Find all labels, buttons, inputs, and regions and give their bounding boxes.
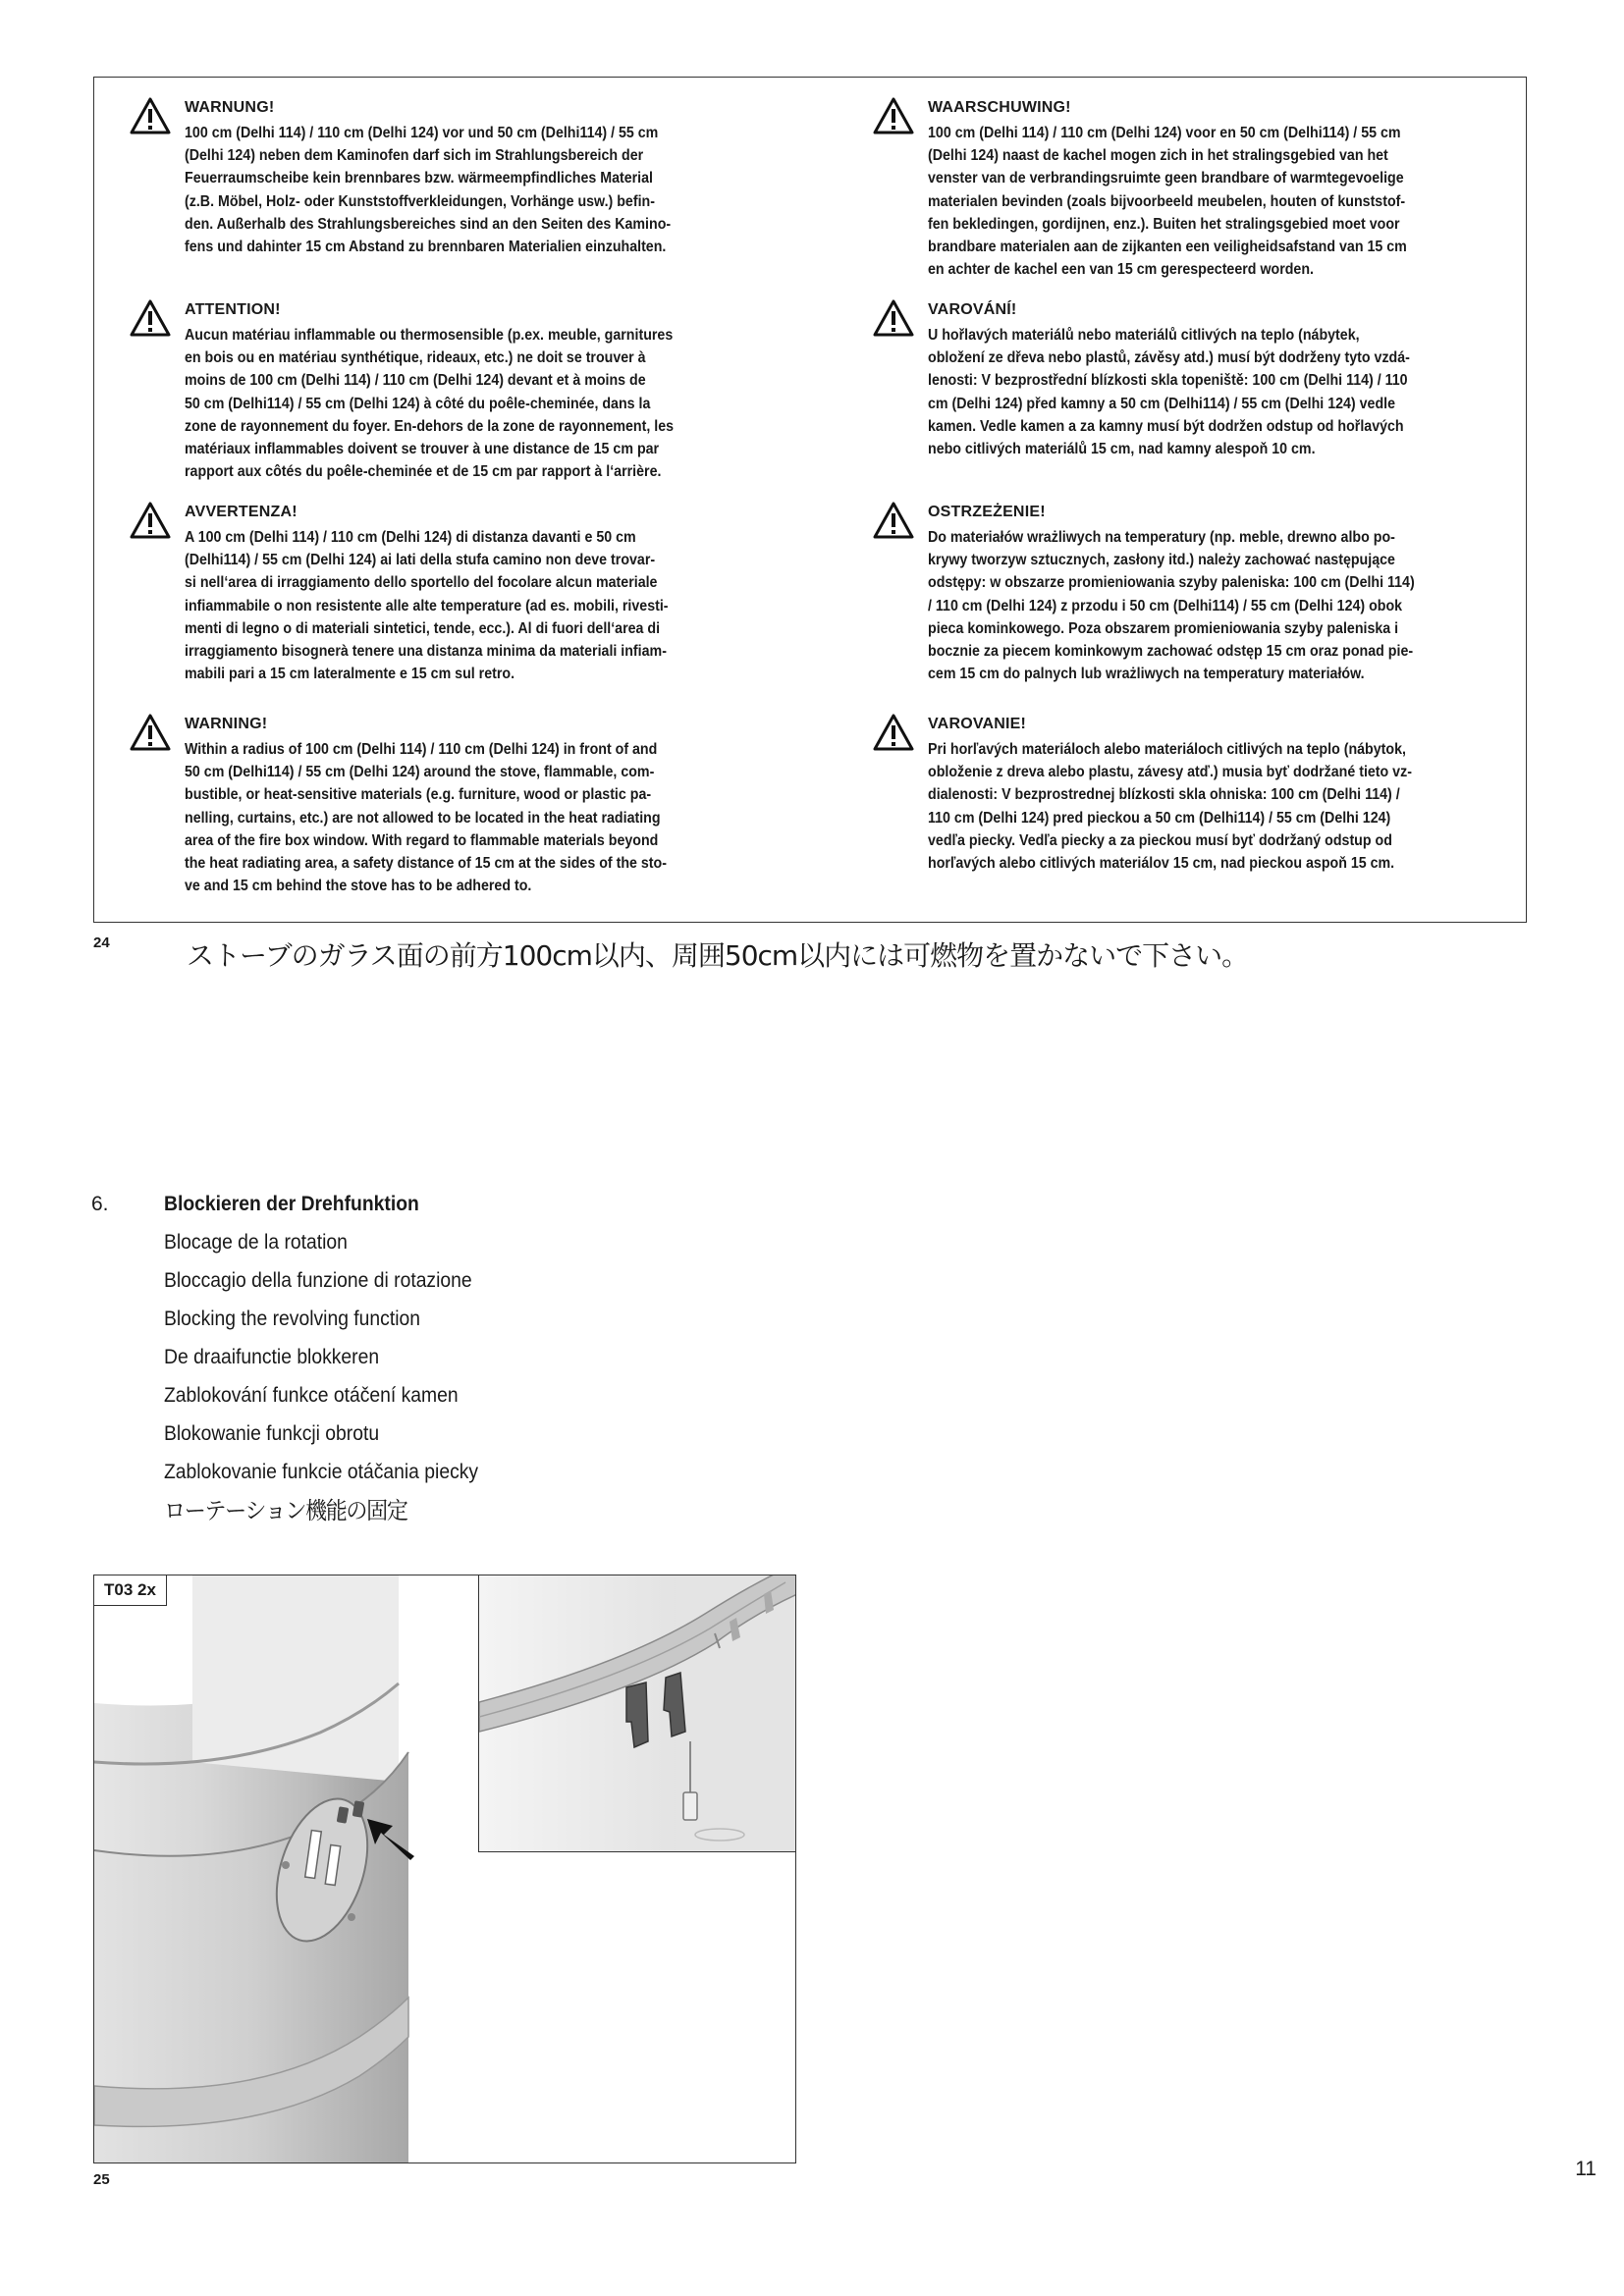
warning-triangle-icon [873,714,914,751]
warning-title: AVVERTENZA! [185,504,298,520]
warning-title: VAROVÁNÍ! [928,301,1017,318]
warning-triangle-icon [130,299,171,337]
warning-box [93,77,1527,923]
warning-title: ATTENTION! [185,301,281,318]
figure-box [93,1575,796,2163]
figure-label: T03 2x [94,1575,167,1606]
warning-text: A 100 cm (Delhi 114) / 110 cm (Delhi 124) di distanza davanti e 50 cm (Delhi114) / 55 cm (Delhi 124) ai lati della stufa camino non deve trovar- si nell‘area di irraggiamento dello sportello del focolare alcun materiale infiammabile o non resistente alle alte temperature (ad es. mobili, rivesti- menti di legno o di materiali sintetici, tende, ecc.). Al di fuori dell‘area di irraggiamento bisognerà tenere una distanza minima da materiali infiam- mabili pari a 15 cm lateralmente e 15 cm sul retro. [185,529,669,683]
warning-text: Aucun matériau inflammable ou thermosensible (p.ex. meuble, garnitures en bois ou en matériau synthétique, rideaux, etc.) ne doit se trouver à moins de 100 cm (Delhi 114) / 110 cm (Delhi 124) devant et à moins de 50 cm (Delhi114) / 55 cm (Delhi 124) à côté du poêle-cheminée, dans la zone de rayonnement du foyer. En-dehors de la zone de rayonnement, les matériaux inflammables doivent se trouver à une distance de 15 cm par rapport aux côtés du poêle-cheminée et de 15 cm par rapport à l‘arrière. [185,327,675,481]
warning-title: OSTRZEŻENIE! [928,504,1046,520]
section-number: 6. [91,1193,109,1215]
section-heading: De draaifunctie blokkeren [164,1346,380,1368]
warning-triangle-icon [130,714,171,751]
figure-number: 25 [93,2171,110,2188]
warning-title: WARNING! [185,716,268,732]
warning-title: WARNUNG! [185,99,275,116]
section-heading: Blocking the revolving function [164,1308,420,1330]
section-heading: Zablokování funkce otáčení kamen [164,1384,459,1407]
detail-illustration [479,1575,796,1851]
warning-triangle-icon [873,97,914,134]
section-headings [164,1193,753,1537]
warning-text: Pri horľavých materiáloch alebo materiáloch citlivých na teplo (nábytok, obloženie z dreva alebo plastu, závesy atď.) musia byť dodržané tieto vz- dialenosti: V bezprostrednej blízkosti skla ohniska: 100 cm (Delhi 114) / 110 cm (Delhi 124) pred pieckou a 50 cm (Delhi114) / 55 cm (Delhi 124) vedľa piecky. Vedľa piecky a za pieckou musí byť dodržaný odstup od horľavých alebo citlivých materiálov 15 cm, nad pieckou aspoň 15 cm. [928,741,1412,873]
detail-inset [478,1575,796,1852]
warning-text: 100 cm (Delhi 114) / 110 cm (Delhi 124) voor en 50 cm (Delhi114) / 55 cm (Delhi 124) naast de kachel mogen zich in het stralingsgebied van het venster van de verbrandingsruimte geen brandbare of warmtegevoelige materialen bevinden (zoals bijvoorbeeld meubelen, houten of kunststof- fen bekledingen, gordijnen, enz.). Buiten het stralingsgebied moet voor brandbare materialen aan de zijkanten een veiligheidsafstand van 15 cm en achter de kachel een van 15 cm gerespecteerd worden. [928,125,1407,279]
warning-title: WAARSCHUWING! [928,99,1071,116]
warning-text: Within a radius of 100 cm (Delhi 114) / 110 cm (Delhi 124) in front of and 50 cm (Delhi114) / 55 cm (Delhi 124) around the stove, flammable, com- bustible, or heat-sensitive materials (e.g. furniture, wood or plastic pa- nelling, curtains, etc.) are not allowed to be located in the heat radiating area of the fire box window. With regard to flammable materials beyond the heat radiating area, a safety distance of 15 cm at the sides of the sto- ve and 15 cm behind the stove has to be adhered to. [185,741,667,895]
warning-text: 100 cm (Delhi 114) / 110 cm (Delhi 124) vor und 50 cm (Delhi114) / 55 cm (Delhi 124) neben dem Kaminofen darf sich im Strahlungsbereich der Feuerraumscheibe kein brennbares bzw. wärmeempfindliches Material (z.B. Möbel, Holz- oder Kunststoffverkleidungen, Vorhänge usw.) befin- den. Außerhalb des Strahlungsbereiches sind an den Seiten des Kamino- fens und dahinter 15 cm Abstand zu brennbaren Materialien einzuhalten. [185,125,672,256]
section-heading: Blockieren der Drehfunktion [164,1193,419,1215]
warning-triangle-icon [130,97,171,134]
warning-triangle-icon [873,502,914,539]
section-heading: Blokowanie funkcji obrotu [164,1422,380,1445]
warning-title: VAROVANIE! [928,716,1027,732]
warning-triangle-icon [873,299,914,337]
section-heading: ローテーション機能の固定 [164,1497,407,1524]
section-heading: Zablokovanie funkcie otáčania piecky [164,1461,479,1483]
japanese-note: ストーブのガラス面の前方100cm以内、周囲50cm以内には可燃物を置かないで下さい。 [187,939,1249,972]
warning-text: U hořlavých materiálů nebo materiálů citlivých na teplo (nábytek, obložení ze dřeva nebo plastů, závěsy atd.) musí být dodrženy tyto vzdá- lenosti: V bezprostřední blízkosti skla topeniště: 100 cm (Delhi 114) / 110 cm (Delhi 124) před kamny a 50 cm (Delhi114) / 55 cm (Delhi 124) vedle kamen. Vedle kamen a za kamny musí být dodržen odstup od hořlavých nebo citlivých materiálů 15 cm, nad kamny alespoň 10 cm. [928,327,1410,458]
section-heading: Blocage de la rotation [164,1231,348,1254]
page-number: 11 [1575,2158,1597,2180]
section-heading: Bloccagio della funzione di rotazione [164,1269,472,1292]
figure-number: 24 [93,934,110,951]
warning-triangle-icon [130,502,171,539]
warning-text: Do materiałów wrażliwych na temperatury (np. meble, drewno albo po- krywy tworzyw sztucznych, zasłony itd.) należy zachować następujące odstępy: w obszarze promieniowania szyby paleniska: 100 cm (Delhi 114) / 110 cm (Delhi 124) z przodu i 50 cm (Delhi114) / 55 cm (Delhi 124) obok pieca kominkowego. Poza obszarem promieniowania szyby paleniska i bocznie za piecem kominkowym zachować odstęp 15 cm oraz ponad pie- cem 15 cm do palnych lub wrażliwych na temperatury materiałów. [928,529,1415,683]
